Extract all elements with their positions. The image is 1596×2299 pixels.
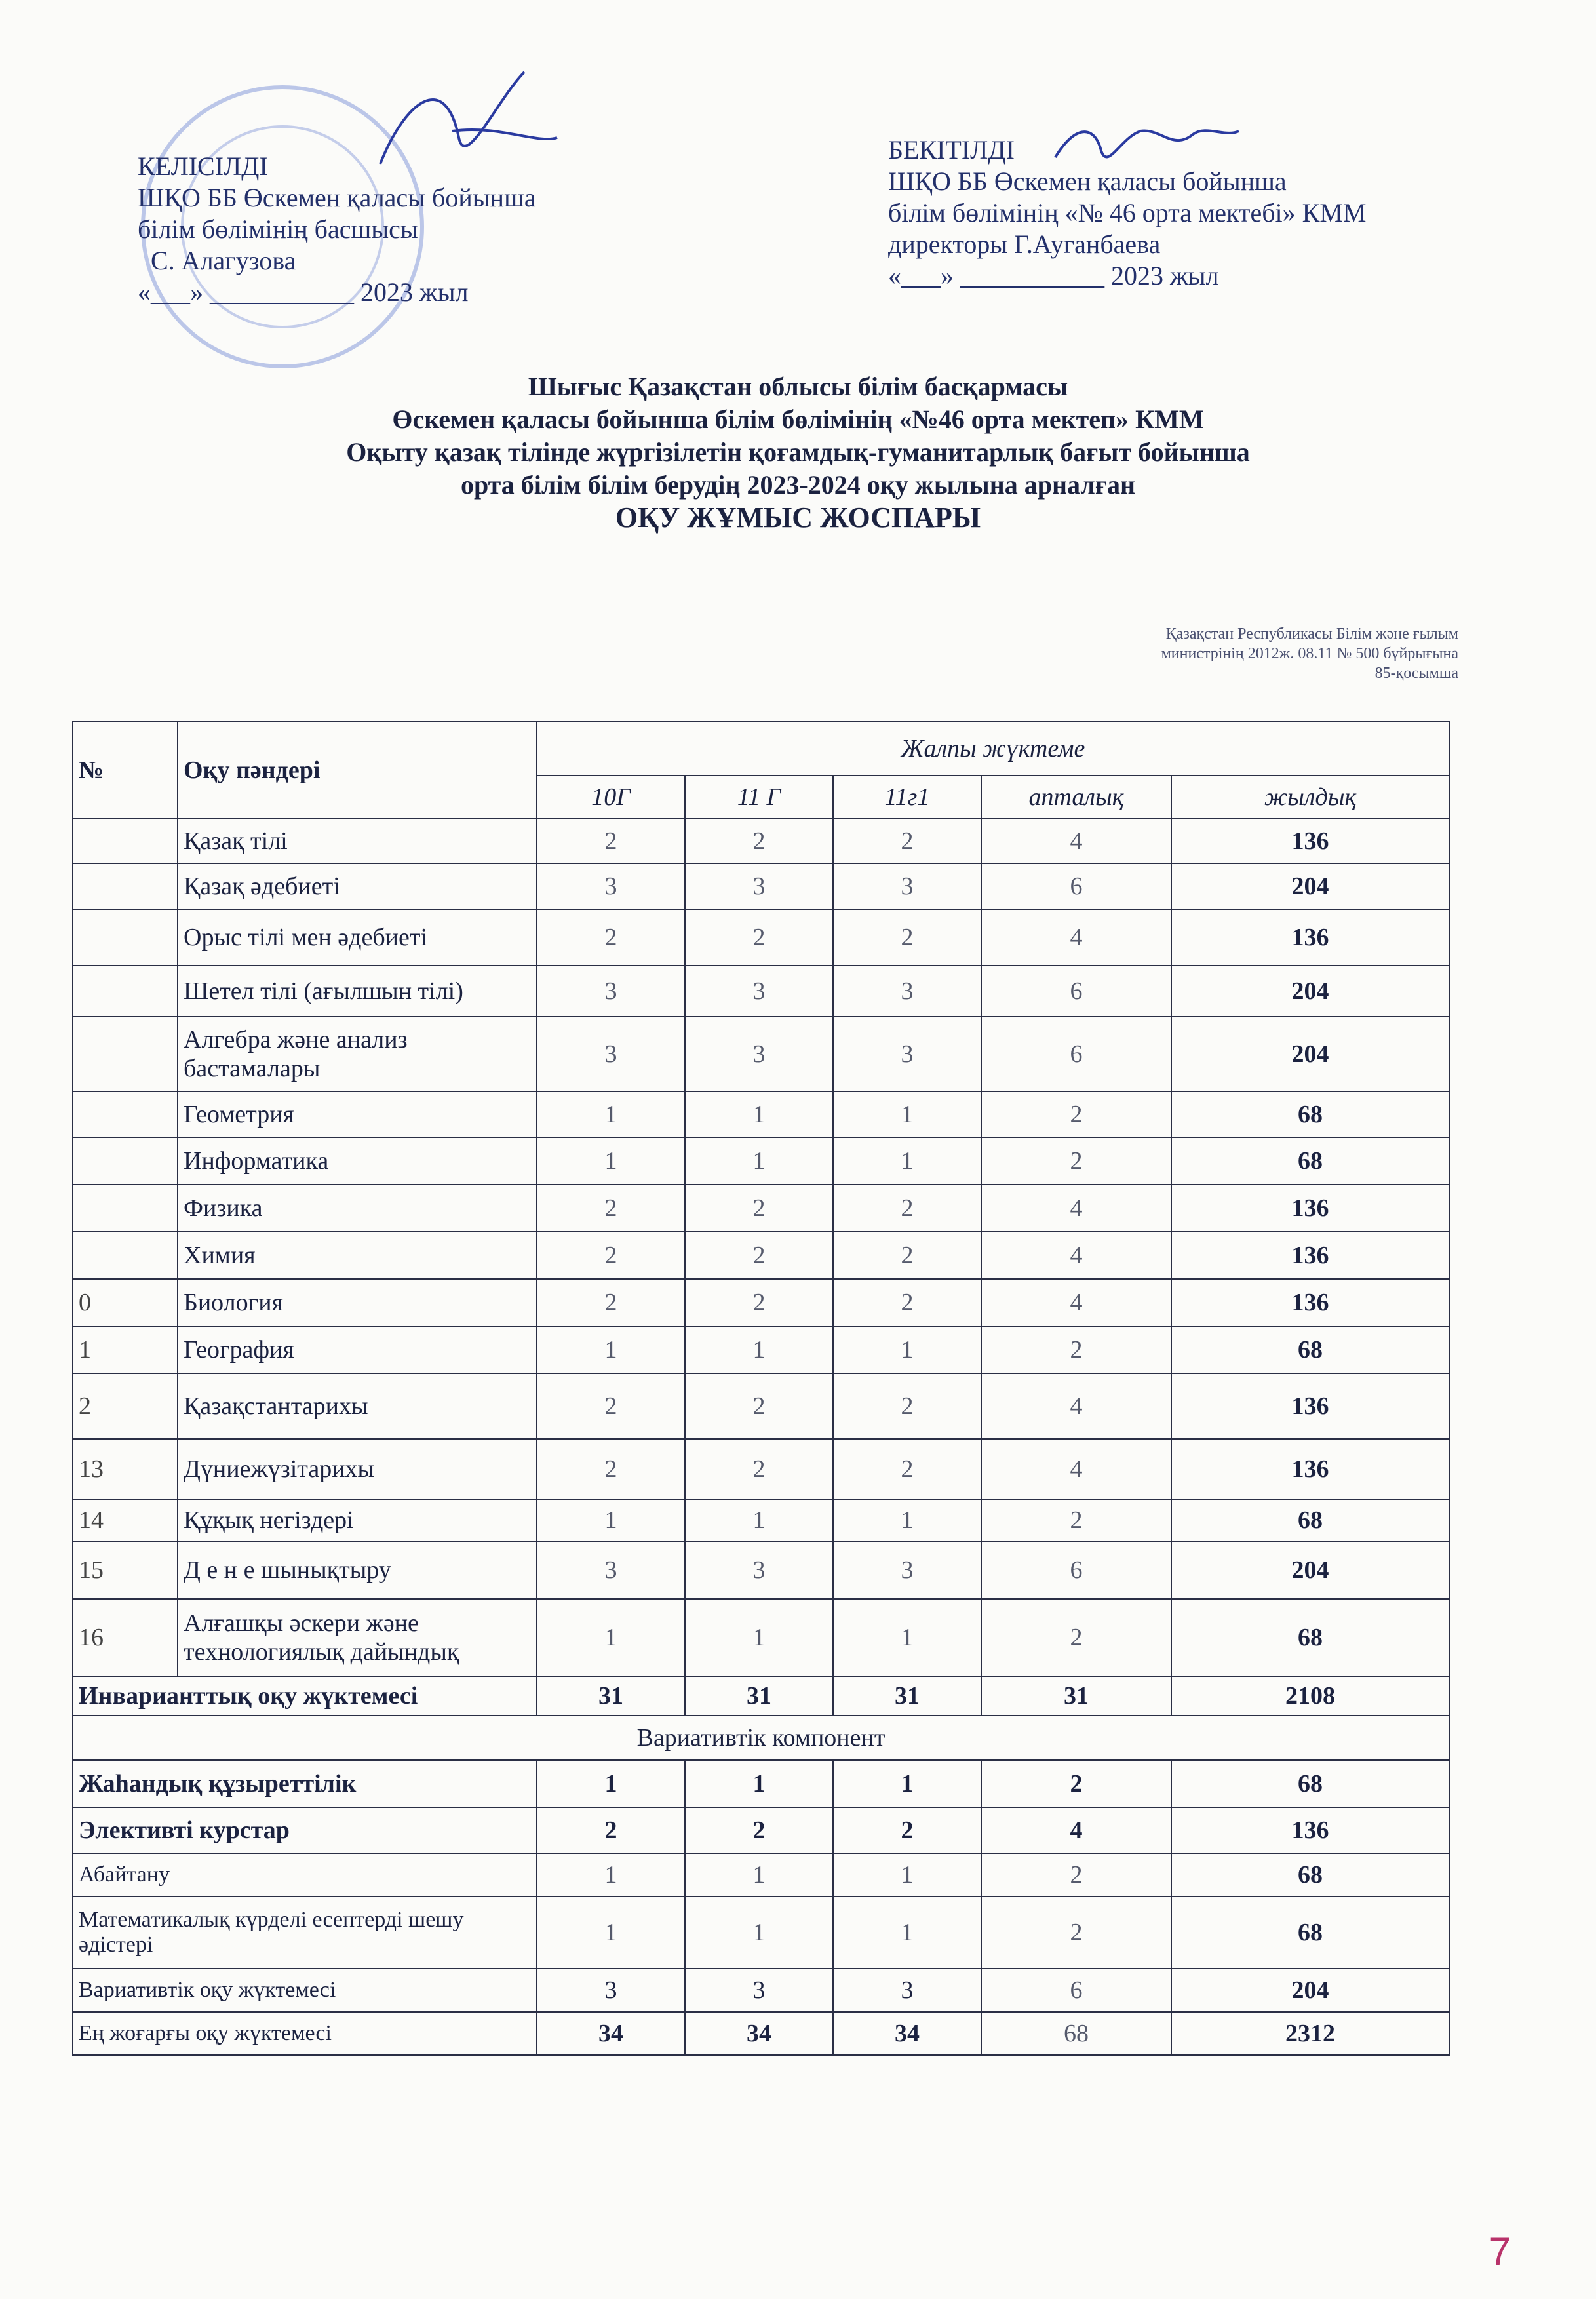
hours-yearly: 68 — [1171, 1091, 1449, 1137]
table-row — [73, 1017, 1449, 1091]
hours-11g: 3 — [685, 1969, 833, 2012]
invariant-weekly: 31 — [981, 1676, 1171, 1716]
hours-yearly: 136 — [1171, 1185, 1449, 1232]
variative-section-label: Вариативтік компонент — [73, 1716, 1449, 1760]
col-weekly-header: апталық — [981, 776, 1171, 819]
col-subjects-header: Оқу пәндері — [178, 722, 537, 819]
table-row — [73, 1541, 1449, 1599]
hours-11g1: 1 — [833, 1760, 981, 1807]
table-row — [73, 1969, 1449, 2012]
title-line1: Шығыс Қазақстан облысы білім басқармасы — [528, 372, 1068, 401]
hours-11g1: 1 — [833, 1137, 981, 1185]
variative-name: Математикалық күрделі есептерді шешу әдістері — [73, 1896, 537, 1969]
table-row — [73, 1373, 1449, 1439]
title-line4: орта білім білім берудің 2023-2024 оқу жылына арналған — [460, 470, 1136, 500]
hours-yearly: 68 — [1171, 1137, 1449, 1185]
hours-10g: 1 — [537, 1137, 685, 1185]
invariant-total-row — [73, 1676, 1449, 1716]
table-row — [73, 863, 1449, 909]
hours-11g1: 3 — [833, 1541, 981, 1599]
hours-10g: 34 — [537, 2012, 685, 2055]
table-row — [73, 1091, 1449, 1137]
title-line3: Оқыту қазақ тілінде жүргізілетін қоғамдық-гуманитарлық бағыт бойынша — [346, 437, 1250, 467]
hours-weekly: 4 — [981, 1279, 1171, 1326]
hours-weekly: 4 — [981, 1232, 1171, 1279]
hours-11g1: 2 — [833, 1185, 981, 1232]
document-title — [0, 370, 1596, 534]
hours-11g1: 3 — [833, 1969, 981, 2012]
hours-11g1: 1 — [833, 1896, 981, 1969]
table-row — [73, 909, 1449, 966]
hours-11g: 2 — [685, 1279, 833, 1326]
approval-right-date: «___» ___________ 2023 жыл — [888, 261, 1219, 290]
invariant-11g: 31 — [685, 1676, 833, 1716]
variative-name: Ең жоғарғы оқу жүктемесі — [73, 2012, 537, 2055]
row-number — [73, 1091, 178, 1137]
row-number: 16 — [73, 1599, 178, 1676]
subject-rows — [73, 819, 1449, 2055]
subject-name: Информатика — [178, 1137, 537, 1185]
hours-weekly: 6 — [981, 1969, 1171, 2012]
approval-left-line1: ШҚО ББ Өскемен қаласы бойынша — [138, 183, 536, 212]
hours-11g: 34 — [685, 2012, 833, 2055]
hours-weekly: 4 — [981, 1185, 1171, 1232]
page-number: 7 — [1489, 2230, 1511, 2273]
row-number: 13 — [73, 1439, 178, 1499]
hours-11g1: 2 — [833, 819, 981, 863]
row-number — [73, 909, 178, 966]
invariant-10g: 31 — [537, 1676, 685, 1716]
row-number — [73, 819, 178, 863]
row-number: 1 — [73, 1326, 178, 1373]
reference-line1: Қазақстан Республикасы Білім және ғылым — [1165, 625, 1458, 642]
row-number — [73, 966, 178, 1017]
hours-10g: 3 — [537, 863, 685, 909]
hours-10g: 1 — [537, 1896, 685, 1969]
invariant-label: Инварианттық оқу жүктемесі — [73, 1676, 537, 1716]
hours-yearly: 204 — [1171, 966, 1449, 1017]
hours-yearly: 136 — [1171, 1279, 1449, 1326]
row-number: 15 — [73, 1541, 178, 1599]
col-11g-header: 11 Г — [685, 776, 833, 819]
subject-name: Геометрия — [178, 1091, 537, 1137]
hours-yearly: 204 — [1171, 1017, 1449, 1091]
hours-11g1: 2 — [833, 909, 981, 966]
title-line5: ОҚУ ЖҰМЫС ЖОСПАРЫ — [615, 501, 981, 534]
hours-10g: 2 — [537, 819, 685, 863]
hours-weekly: 6 — [981, 966, 1171, 1017]
hours-10g: 3 — [537, 1541, 685, 1599]
hours-weekly: 2 — [981, 1853, 1171, 1896]
hours-10g: 2 — [537, 909, 685, 966]
hours-11g1: 1 — [833, 1853, 981, 1896]
hours-11g1: 2 — [833, 1232, 981, 1279]
table-row — [73, 1137, 1449, 1185]
hours-weekly: 4 — [981, 1373, 1171, 1439]
invariant-yearly: 2108 — [1171, 1676, 1449, 1716]
hours-yearly: 136 — [1171, 1439, 1449, 1499]
approval-left-line2: білім бөлімінің басшысы — [138, 214, 418, 244]
hours-10g: 1 — [537, 1091, 685, 1137]
variative-name: Абайтану — [73, 1853, 537, 1896]
title-line2: Өскемен қаласы бойынша білім бөлімінің «№46 орта мектеп» КММ — [392, 404, 1204, 434]
hours-11g: 3 — [685, 1017, 833, 1091]
hours-weekly: 6 — [981, 863, 1171, 909]
subject-name: Қазақ тілі — [178, 819, 537, 863]
reference-line3: 85-қосымша — [1374, 665, 1458, 682]
hours-10g: 1 — [537, 1853, 685, 1896]
hours-11g: 3 — [685, 863, 833, 909]
approval-left — [138, 151, 536, 308]
hours-10g: 2 — [537, 1373, 685, 1439]
hours-weekly: 2 — [981, 1137, 1171, 1185]
hours-11g: 2 — [685, 1807, 833, 1853]
hours-11g1: 2 — [833, 1439, 981, 1499]
hours-11g1: 2 — [833, 1373, 981, 1439]
subject-name: Д е н е шынықтыру — [178, 1541, 537, 1599]
variative-name: Жаһандық құзыреттілік — [73, 1760, 537, 1807]
col-load-header: Жалпы жүктеме — [537, 722, 1449, 776]
approval-right-line1: ШҚО ББ Өскемен қаласы бойынша — [888, 167, 1287, 196]
table-row — [73, 1760, 1449, 1807]
table-row — [73, 1185, 1449, 1232]
hours-11g: 3 — [685, 1541, 833, 1599]
hours-10g: 2 — [537, 1439, 685, 1499]
hours-10g: 2 — [537, 1185, 685, 1232]
hours-weekly: 6 — [981, 1541, 1171, 1599]
hours-10g: 2 — [537, 1807, 685, 1853]
col-number-header: № — [73, 722, 178, 819]
variative-section-row — [73, 1716, 1449, 1760]
table-row — [73, 1807, 1449, 1853]
table-row — [73, 2012, 1449, 2055]
hours-11g1: 3 — [833, 863, 981, 909]
hours-yearly: 68 — [1171, 1853, 1449, 1896]
hours-yearly: 68 — [1171, 1326, 1449, 1373]
hours-11g1: 3 — [833, 966, 981, 1017]
hours-weekly: 4 — [981, 909, 1171, 966]
hours-11g: 1 — [685, 1599, 833, 1676]
table-row — [73, 1896, 1449, 1969]
hours-weekly: 2 — [981, 1091, 1171, 1137]
hours-weekly: 4 — [981, 1807, 1171, 1853]
hours-10g: 1 — [537, 1760, 685, 1807]
hours-10g: 1 — [537, 1499, 685, 1541]
table-row — [73, 1279, 1449, 1326]
approval-left-heading: КЕЛІСІЛДІ — [138, 151, 268, 181]
hours-11g: 1 — [685, 1137, 833, 1185]
hours-11g1: 1 — [833, 1091, 981, 1137]
variative-name: Элективті курстар — [73, 1807, 537, 1853]
hours-weekly: 4 — [981, 819, 1171, 863]
subject-name: Биология — [178, 1279, 537, 1326]
hours-weekly: 2 — [981, 1326, 1171, 1373]
hours-11g1: 34 — [833, 2012, 981, 2055]
hours-yearly: 136 — [1171, 819, 1449, 863]
subject-name: Химия — [178, 1232, 537, 1279]
hours-weekly: 2 — [981, 1499, 1171, 1541]
approval-right-line2: білім бөлімінің «№ 46 орта мектебі» КММ — [888, 198, 1367, 227]
hours-11g1: 2 — [833, 1279, 981, 1326]
approval-left-date: «___» ___________ 2023 жыл — [138, 277, 469, 307]
col-10g-header: 10Г — [537, 776, 685, 819]
hours-11g: 1 — [685, 1853, 833, 1896]
row-number — [73, 1017, 178, 1091]
hours-11g1: 1 — [833, 1599, 981, 1676]
hours-yearly: 204 — [1171, 863, 1449, 909]
hours-weekly: 2 — [981, 1760, 1171, 1807]
curriculum-table — [72, 721, 1450, 2056]
hours-yearly: 204 — [1171, 1541, 1449, 1599]
hours-10g: 3 — [537, 1969, 685, 2012]
hours-yearly: 136 — [1171, 1373, 1449, 1439]
table-row — [73, 1326, 1449, 1373]
variative-name: Вариативтік оқу жүктемесі — [73, 1969, 537, 2012]
hours-11g: 2 — [685, 1439, 833, 1499]
table-row — [73, 819, 1449, 863]
hours-11g: 3 — [685, 966, 833, 1017]
table-row — [73, 1439, 1449, 1499]
hours-yearly: 136 — [1171, 1232, 1449, 1279]
hours-10g: 1 — [537, 1599, 685, 1676]
subject-name: Алгебра және анализ бастамалары — [178, 1017, 537, 1091]
hours-yearly: 68 — [1171, 1896, 1449, 1969]
hours-11g: 1 — [685, 1760, 833, 1807]
subject-name: Қазақ әдебиеті — [178, 863, 537, 909]
col-11g1-header: 11г1 — [833, 776, 981, 819]
hours-11g: 2 — [685, 1232, 833, 1279]
hours-10g: 3 — [537, 1017, 685, 1091]
table-row — [73, 1599, 1449, 1676]
hours-11g: 1 — [685, 1499, 833, 1541]
hours-weekly: 6 — [981, 1017, 1171, 1091]
row-number: 0 — [73, 1279, 178, 1326]
hours-11g1: 1 — [833, 1499, 981, 1541]
hours-11g: 1 — [685, 1326, 833, 1373]
hours-yearly: 136 — [1171, 909, 1449, 966]
order-reference — [1000, 624, 1458, 683]
hours-10g: 2 — [537, 1232, 685, 1279]
hours-11g: 1 — [685, 1091, 833, 1137]
row-number — [73, 1185, 178, 1232]
hours-yearly: 204 — [1171, 1969, 1449, 2012]
approval-right — [888, 134, 1366, 292]
hours-weekly: 2 — [981, 1896, 1171, 1969]
approval-right-heading: БЕКІТІЛДІ — [888, 135, 1015, 165]
hours-yearly: 2312 — [1171, 2012, 1449, 2055]
hours-yearly: 68 — [1171, 1599, 1449, 1676]
table-row — [73, 1232, 1449, 1279]
subject-name: Орыс тілі мен әдебиеті — [178, 909, 537, 966]
hours-yearly: 68 — [1171, 1499, 1449, 1541]
row-number — [73, 863, 178, 909]
hours-11g1: 1 — [833, 1326, 981, 1373]
table-row — [73, 1853, 1449, 1896]
approval-left-name: С. Алагузова — [151, 246, 296, 275]
hours-weekly: 4 — [981, 1439, 1171, 1499]
hours-11g: 2 — [685, 819, 833, 863]
hours-11g: 2 — [685, 909, 833, 966]
subject-name: Шетел тілі (ағылшын тілі) — [178, 966, 537, 1017]
hours-11g1: 2 — [833, 1807, 981, 1853]
hours-10g: 1 — [537, 1326, 685, 1373]
hours-11g: 2 — [685, 1373, 833, 1439]
approval-right-name: директоры Г.Ауганбаева — [888, 229, 1161, 259]
subject-name: Құқық негіздері — [178, 1499, 537, 1541]
hours-yearly: 68 — [1171, 1760, 1449, 1807]
reference-line2: министрінің 2012ж. 08.11 № 500 бұйрығына — [1161, 645, 1458, 662]
invariant-11g1: 31 — [833, 1676, 981, 1716]
hours-weekly: 2 — [981, 1599, 1171, 1676]
table-row — [73, 966, 1449, 1017]
row-number — [73, 1232, 178, 1279]
table-row — [73, 1499, 1449, 1541]
row-number: 14 — [73, 1499, 178, 1541]
subject-name: Физика — [178, 1185, 537, 1232]
hours-weekly: 68 — [981, 2012, 1171, 2055]
hours-10g: 2 — [537, 1279, 685, 1326]
hours-yearly: 136 — [1171, 1807, 1449, 1853]
hours-11g: 1 — [685, 1896, 833, 1969]
subject-name: Дүниежүзітарихы — [178, 1439, 537, 1499]
subject-name: География — [178, 1326, 537, 1373]
hours-10g: 3 — [537, 966, 685, 1017]
hours-11g1: 3 — [833, 1017, 981, 1091]
row-number: 2 — [73, 1373, 178, 1439]
subject-name: Қазақстантарихы — [178, 1373, 537, 1439]
hours-11g: 2 — [685, 1185, 833, 1232]
col-yearly-header: жылдық — [1171, 776, 1449, 819]
row-number — [73, 1137, 178, 1185]
subject-name: Алғашқы әскери және технологиялық дайындық — [178, 1599, 537, 1676]
